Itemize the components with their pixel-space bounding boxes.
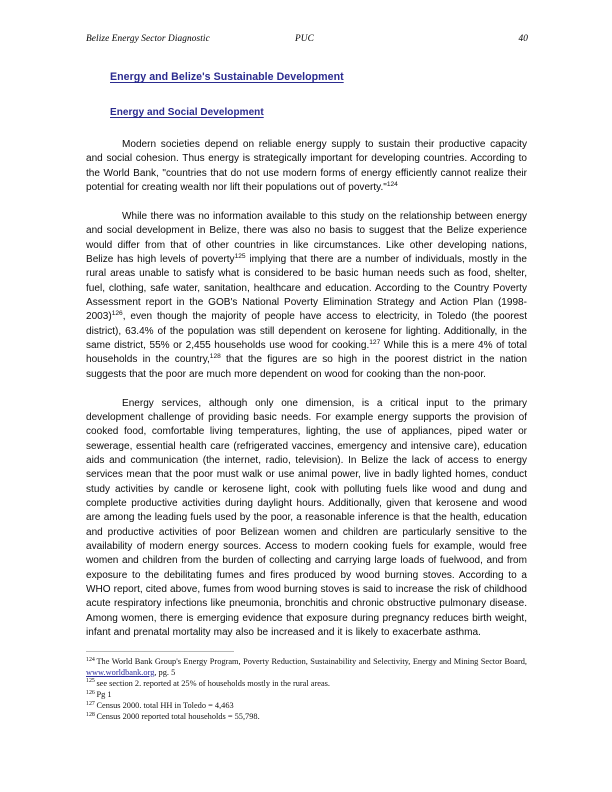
subsection-heading: Energy and Social Development [110, 107, 264, 118]
footnote-item: $^{127}$ Census 2000. total HH in Toledo = 4,463 [86, 700, 234, 711]
footnote-marker: 128 [86, 711, 95, 718]
footnote-item: $^{125}$ see section 2. reported at 25% of households mostly in the rural areas. [86, 678, 330, 688]
footnote-marker: 127 [86, 700, 95, 707]
footnote-item: $^{124}$ The World Bank Group's Energy Program, Poverty Reduction, Sustainability and Selectivity, Energy and Mining Sector Board, www.worldbank.org, pg. 5 [86, 656, 527, 677]
footnote-reference[interactable]: 128 [209, 353, 221, 361]
section-heading: Energy and Belize's Sustainable Development [110, 71, 344, 83]
footnote-item: $^{128}$ Census 2000 reported total households = 55,798. [86, 711, 260, 722]
footnote-reference[interactable]: 126 [111, 310, 123, 318]
running-header-title: Belize Energy Sector Diagnostic [86, 34, 210, 44]
footnote-list [86, 657, 527, 724]
running-header [86, 34, 528, 44]
footnote-reference[interactable]: 125 [234, 252, 246, 260]
footnote-marker: 125 [86, 678, 95, 685]
footnote-reference[interactable]: 124 [386, 180, 398, 188]
paragraph: Modern societies depend on reliable energy supply to sustain their productive capacity and social cohesion. Thus energy is strategically important for developing countries. According to the World Bank, "countries that do not use modern forms of energy efficiently cannot realize their potential for creating wealth nor lift their populations out of poverty."$^{124}$ [86, 139, 527, 194]
footnote-reference[interactable]: 127 [369, 338, 381, 346]
paragraph: Energy services, although only one dimension, is a critical input to the primary development challenge of providing basic needs. For example energy supports the provision of cooked food, comfortable living temperatures, lighting, the use of appliances, piped water or sewerage, essential health care (refrigerated vaccines, emergency and intensive care), education aids and communication (the internet, radio, television). In Belize the lack of access to energy services mean that the poor must walk or use animal power, live in badly lighted homes, conduct study activities by candle or kerosene light, cook with polluting fuels like wood and dung and complete productive activities during daylight hours. Additionally, given that kerosene and wood are among the leading fuels used by the poor, a reasonable inference is that the health, education and productive activities of poor Belizean women and children are particularly sensitive to the availability of modern energy sources. Access to modern cooking fuels for example, would free women and children from the burden of collecting and carrying large loads of fuelwood, and from exposure to the debilitating fumes and fires produced by wood burning stoves. According to a WHO report, cited above, fumes from wood burning stoves is said to increase the risk of childhood acute respiratory infections like pneumonia, bronchitis and chronic obstructive pulmonary disease. Among women, there is emerging evidence that exposure during pregnancy reduces birth weight, infant and prenatal mortality may also be increased and it is likely to exacerbate asthma. [86, 397, 527, 638]
body-text [86, 138, 527, 640]
footnote-marker: 126 [86, 689, 95, 696]
footnote-marker: 124 [86, 656, 95, 663]
paragraph: While there was no information available to this study on the relationship between energy and social development in Belize, there was also no basis to suggest that the Belize experience would differ from that of other countries in like circumstances. Like other developing nations, Belize has high levels of poverty$^{125}$ implying that there are a number of individuals, mostly in the rural areas unable to satisfy what is considered to be basic human needs such as food, shelter, fuel, clothing, safe water, sanitation, healthcare and education. According to the Country Poverty Assessment report in the GOB's National Poverty Elimination Strategy and Action Plan (1998-2003)$^{126}$, even though the majority of people have access to electricity, in Toledo (the poorest district), 63.4% of the population was still dependent on kerosene for lighting. Additionally, in the same district, 55% or 2,455 households use wood for cooking.$^{127}$ While this is a mere 4% of total households in the country,$^{128}$ that the figures are so high in the poorest district in the nation suggests that the poor are much more dependent on wood for cooking than the non-poor. [86, 210, 527, 380]
footnote-url-link[interactable]: www.worldbank.org [86, 667, 155, 677]
footnote-separator-rule [86, 651, 234, 652]
running-header-organization: PUC [295, 34, 314, 44]
footnote-item: $^{126}$ Pg 1 [86, 689, 112, 699]
page-number: 40 [518, 34, 528, 44]
